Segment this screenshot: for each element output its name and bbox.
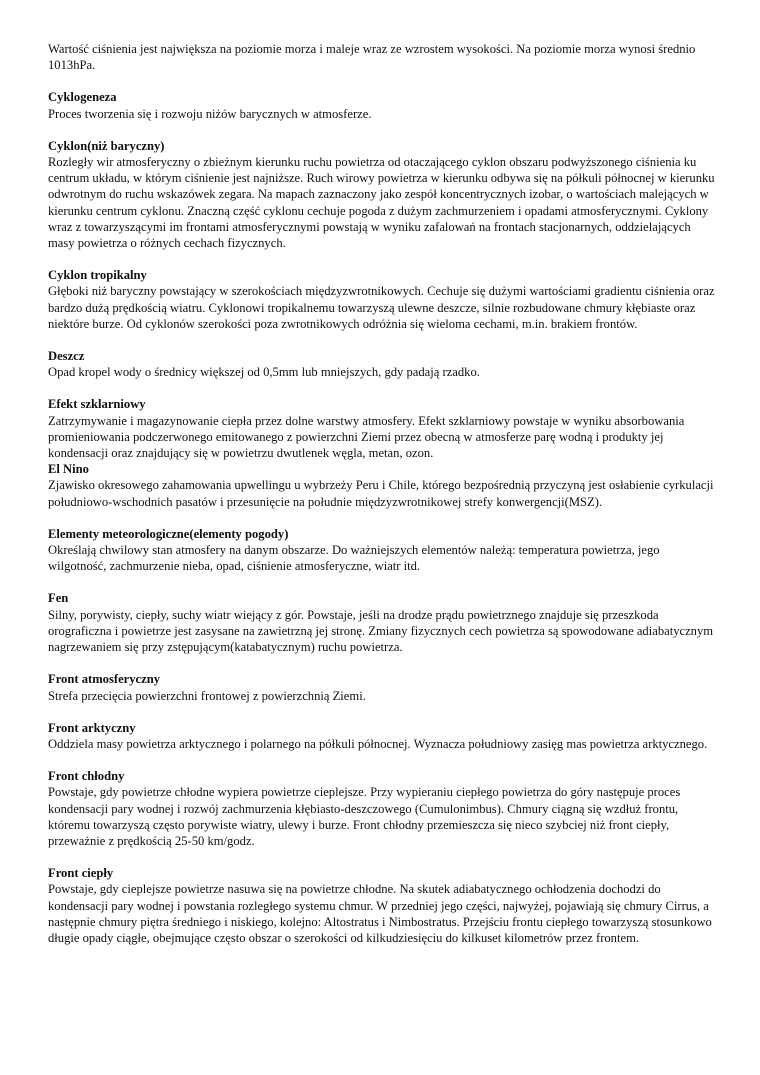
entry-term: Cyklogeneza [48, 90, 117, 105]
entry-definition: Opad kropel wody o średnicy większej od 0,5mm lub mniejszych, gdy padają rzadko. [48, 365, 480, 380]
glossary-entry-cyklogeneza [48, 89, 716, 121]
glossary-entry-cyklon [48, 138, 716, 251]
document-page [48, 41, 716, 946]
entry-term: Efekt szklarniowy [48, 397, 146, 412]
entry-term: Elementy meteorologiczne(elementy pogody) [48, 526, 289, 541]
entry-term: Deszcz [48, 349, 85, 364]
glossary-entry-deszcz [48, 348, 716, 380]
glossary-entry-el-nino [48, 461, 716, 510]
entry-term: Front ciepły [48, 866, 114, 881]
entry-term: Front chłodny [48, 769, 125, 784]
entry-definition: Powstaje, gdy cieplejsze powietrze nasuwa się na powietrze chłodne. Na skutek adiabatycznego ochłodzenia dochodzi do kondensacji pary wodnej i powstania rozległego systemu chmur. W przedniej jego części, najwyżej, pojawiają się chmury Cirrus, a następnie chmury piętra średniego i niskiego, kolejno: Altostratus i Nimbostratus. Przejściu frontu ciepłego towarzyszą stosunkowo długie opady ciągłe, obejmujące często obszar o szerokości od kilkudziesięciu do kilkuset kilometrów przez frontem. [48, 882, 712, 945]
entry-definition: Głęboki niż baryczny powstający w szerokościach międzyzwrotnikowych. Cechuje się dużymi wartościami gradientu ciśnienia oraz bardzo dużą prędkością wiatru. Cyklonowi tropikalnemu towarzyszą ulewne deszcze, silnie rozbudowane chmury kłębiaste oraz niektóre burze. Od cyklonów szerokości poza zwrotnikowych odróżnia się wieloma cechami, m.in. brakiem frontów. [48, 284, 715, 331]
glossary-entry-front-arktyczny [48, 720, 716, 752]
glossary-entry-front-cieply [48, 865, 716, 946]
entry-definition: Rozległy wir atmosferyczny o zbieżnym kierunku ruchu powietrza od otaczającego cyklon obszaru podwyższonego ciśnienia ku centrum układu, w którym ciśnienie jest najniższe. Ruch wirowy powietrza w kierunku odbywa się na półkuli północnej w kierunku odwrotnym do ruchu wskazówek zegara. Na mapach zaznaczony jako zespół koncentrycznych izobar, o wartościach malejących w kierunku centrum cyklonu. Znaczną część cyklonu cechuje pogoda z dużym zachmurzeniem i opadami atmosferycznymi. Cyklony wraz z towarzyszącymi im frontami atmosferycznymi powstają w wyniku zafalowań na frontach stacjonarnych, oddzielających masy powietrza o różnych cechach fizycznych. [48, 155, 715, 251]
entry-term: El Nino [48, 462, 89, 477]
entry-definition: Strefa przecięcia powierzchni frontowej z powierzchnią Ziemi. [48, 688, 366, 703]
glossary-entry-fen [48, 590, 716, 655]
entry-term: Front atmosferyczny [48, 672, 161, 687]
entry-term: Cyklon tropikalny [48, 268, 147, 283]
entry-definition: Zatrzymywanie i magazynowanie ciepła przez dolne warstwy atmosfery. Efekt szklarniowy powstaje w wyniku absorbowania promieniowania podczerwonego emitowanego z powierzchni Ziemi przez obecną w atmosferze parę wodną i produkty jej kondensacji oraz znajdujący się w powietrzu dwutlenek węgla, metan, ozon. [48, 413, 685, 461]
entry-term: Front arktyczny [48, 720, 136, 735]
entry-term: Cyklon(niż baryczny) [48, 138, 165, 153]
entry-definition: Oddziela masy powietrza arktycznego i polarnego na półkuli północnej. Wyznacza południowy zasięg mas powietrza arktycznego. [48, 736, 708, 751]
glossary-entry-front-chlodny [48, 768, 716, 849]
entry-definition: Silny, porywisty, ciepły, suchy wiatr wiejący z gór. Powstaje, jeśli na drodze prądu powietrznego znajduje się przeszkoda orograficzna i powietrze jest zasysane na zawietrzną jej stronę. Zmiany fizycznych cech powietrza są spowodowane adiabatycznym nagrzewaniem się przy zstępującym(katabatycznym) ruchu powietrza. [48, 607, 714, 655]
entry-term: Fen [48, 591, 69, 606]
intro-paragraph: Wartość ciśnienia jest największa na poziomie morza i maleje wraz ze wzrostem wysokości. Na poziomie morza wynosi średnio 1013hPa. [48, 42, 696, 73]
entry-definition: Określają chwilowy stan atmosfery na danym obszarze. Do ważniejszych elementów należą: temperatura powietrza, jego wilgotność, zachmurzenie nieba, opad, ciśnienie atmosferyczne, wiatr itd. [48, 543, 660, 574]
glossary-entry-cyklon-tropikalny [48, 267, 716, 332]
glossary-entry-efekt-szklarniowy [48, 396, 716, 461]
entry-definition: Powstaje, gdy powietrze chłodne wypiera powietrze cieplejsze. Przy wypieraniu ciepłego powietrza do góry następuje proces kondensacji pary wodnej i rozwój zachmurzenia kłębiasto-deszczowego (Cumulonimbus). Chmury ciągną się wzdłuż frontu, któremu towarzyszą często porywiste wiatry, ulewy i burze. Front chłodny przemieszcza się nieco szybciej niż front ciepły, przeważnie z prędkością 25-50 km/godz. [48, 785, 681, 848]
glossary-entry-elementy-meteorologiczne [48, 526, 716, 575]
glossary-entry-front-atmosferyczny [48, 671, 716, 703]
entry-definition: Zjawisko okresowego zahamowania upwellingu u wybrzeży Peru i Chile, którego bezpośrednią przyczyną jest osłabienie cyrkulacji południowo-wschodnich pasatów i przesunięcie na południe międzyzwrotnikowej strefy konwergencji(MSZ). [48, 478, 714, 509]
entry-definition: Proces tworzenia się i rozwoju niżów barycznych w atmosferze. [48, 106, 372, 121]
